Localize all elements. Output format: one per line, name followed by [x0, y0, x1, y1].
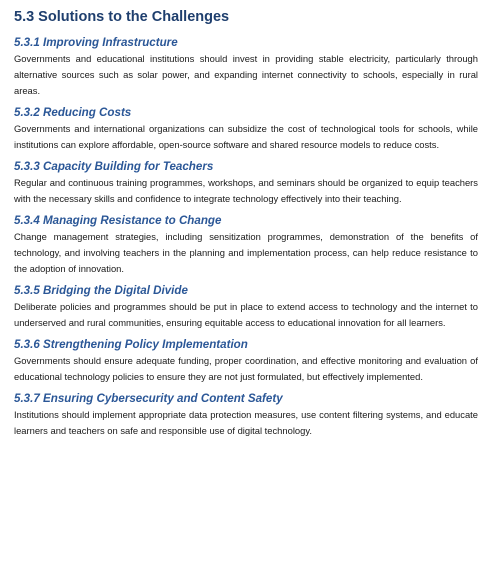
subsection-heading: 5.3.2 Reducing Costs — [14, 106, 132, 119]
subsection-digital-divide — [14, 283, 478, 331]
section-title: 5.3 Solutions to the Challenges — [14, 9, 230, 25]
subsection-heading: 5.3.6 Strengthening Policy Implementation — [14, 338, 248, 351]
subsection-heading: 5.3.3 Capacity Building for Teachers — [14, 160, 214, 173]
subsection-body: Deliberate policies and programmes should be put in place to extend access to technology and the internet to underserved and rural communities, ensuring equitable access to educational innovation for all learners. — [14, 301, 478, 328]
subsection-heading: 5.3.7 Ensuring Cybersecurity and Content Safety — [14, 392, 283, 405]
subsection-body: Change management strategies, including sensitization programmes, demonstration of the benefits of technology, and involving teachers in the planning and implementation process, can help reduce resistance to the adoption of innovation. — [14, 231, 478, 274]
subsection-improving-infrastructure — [14, 35, 478, 99]
subsection-body: Regular and continuous training programmes, workshops, and seminars should be organized to equip teachers with the necessary skills and confidence to integrate technology effectively into their teaching. — [14, 177, 478, 204]
subsection-cybersecurity — [14, 391, 478, 439]
subsection-capacity-building — [14, 159, 478, 207]
subsection-reducing-costs — [14, 105, 478, 153]
subsection-heading: 5.3.5 Bridging the Digital Divide — [14, 284, 188, 297]
subsection-body: Governments should ensure adequate funding, proper coordination, and effective monitoring and evaluation of educational technology policies to ensure they are not just formulated, but effectively implemented. — [14, 355, 478, 382]
subsection-body: Governments and educational institutions should invest in providing stable electricity, particularly through alternative sources such as solar power, and expanding internet connectivity to schools, especially in rural areas. — [14, 53, 478, 96]
subsection-heading: 5.3.1 Improving Infrastructure — [14, 36, 178, 49]
subsection-policy-implementation — [14, 337, 478, 385]
subsection-body: Institutions should implement appropriate data protection measures, use content filtering systems, and educate learners and teachers on safe and responsible use of digital technology. — [14, 409, 478, 436]
subsection-managing-resistance — [14, 213, 478, 277]
subsection-body: Governments and international organizations can subsidize the cost of technological tools for schools, while institutions can explore affordable, open-source software and shared resource models to reduce costs. — [14, 123, 478, 150]
subsection-heading: 5.3.4 Managing Resistance to Change — [14, 214, 222, 227]
